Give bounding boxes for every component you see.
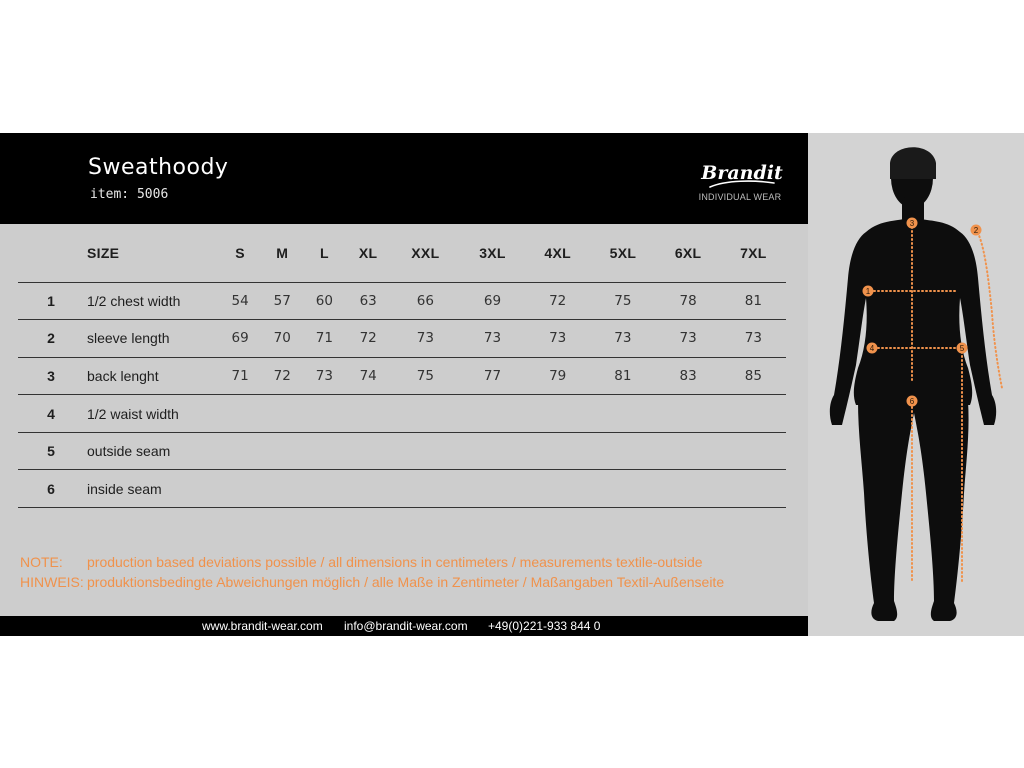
note-text: produktionsbedingte Abweichungen möglich / alle Maße in Zentimeter / Maßangaben Textil-Außenseite xyxy=(87,574,725,590)
table-header-row xyxy=(18,224,786,282)
size-header: 7XL xyxy=(740,244,767,261)
measurement-value: 54 xyxy=(231,292,249,309)
header-bar xyxy=(0,133,808,224)
measurement-label: inside seam xyxy=(87,480,162,497)
measurement-value xyxy=(303,470,345,508)
measurement-value xyxy=(391,470,460,508)
row-number: 1 xyxy=(47,292,55,309)
measurement-value xyxy=(721,432,786,470)
measurement-value: 73 xyxy=(315,367,333,384)
svg-text:6: 6 xyxy=(909,397,915,406)
measurement-value xyxy=(219,395,261,433)
measurement-value xyxy=(590,432,655,470)
row-number: 6 xyxy=(47,480,55,497)
note-english xyxy=(20,552,724,572)
measurement-value: 75 xyxy=(614,292,632,309)
measurement-value xyxy=(219,432,261,470)
svg-text:3: 3 xyxy=(909,219,915,228)
measurement-label: back lenght xyxy=(87,367,159,384)
measurement-value: 77 xyxy=(483,367,502,384)
measurement-value: 60 xyxy=(315,292,333,309)
size-header: S xyxy=(235,244,245,261)
measurement-value: 73 xyxy=(679,330,697,347)
row-number: 4 xyxy=(47,405,55,422)
measurement-label: 1/2 waist width xyxy=(87,405,179,422)
measurement-value: 73 xyxy=(483,330,502,347)
note-key: NOTE: xyxy=(20,554,63,570)
size-header: XXL xyxy=(411,244,440,261)
measurement-value xyxy=(303,432,345,470)
size-table xyxy=(18,224,786,508)
measurement-value: 70 xyxy=(273,330,291,347)
measurement-label: sleeve length xyxy=(87,330,170,347)
note-german xyxy=(20,572,724,592)
notes-block xyxy=(20,552,724,592)
measurement-value xyxy=(721,470,786,508)
row-number: 3 xyxy=(47,367,55,384)
svg-text:2: 2 xyxy=(973,226,979,235)
note-key: HINWEIS: xyxy=(20,574,84,590)
marker-3 xyxy=(907,218,918,229)
measurement-value xyxy=(261,432,303,470)
measurement-value xyxy=(345,470,390,508)
note-text: production based deviations possible / all dimensions in centimeters / measurements textile-outside xyxy=(87,554,703,570)
marker-6 xyxy=(907,396,918,407)
measurement-value: 73 xyxy=(416,330,434,347)
measurement-value: 73 xyxy=(744,330,762,347)
measurement-value xyxy=(656,432,721,470)
measurement-value: 73 xyxy=(614,330,632,347)
measurement-value: 66 xyxy=(416,292,434,309)
size-header: XL xyxy=(358,244,378,261)
measurement-value xyxy=(590,395,655,433)
measurement-value: 72 xyxy=(549,292,567,309)
measurement-value xyxy=(460,470,525,508)
measurement-value xyxy=(261,470,303,508)
table-row xyxy=(18,357,786,395)
measurement-value xyxy=(303,395,345,433)
measurement-value: 57 xyxy=(273,292,291,309)
measurement-figure-panel xyxy=(808,133,1024,636)
website-link[interactable]: www.brandit-wear.com xyxy=(202,619,323,633)
measurement-label: 1/2 chest width xyxy=(87,292,181,309)
measurement-value xyxy=(345,432,390,470)
marker-5 xyxy=(957,343,968,354)
size-column-header: SIZE xyxy=(87,244,120,261)
marker-2 xyxy=(971,225,982,236)
measurement-value: 75 xyxy=(416,367,434,384)
brand-wordmark: Brandit xyxy=(701,162,783,184)
body-measurement-figure xyxy=(808,133,1024,636)
row-number: 2 xyxy=(47,330,55,347)
marker-1 xyxy=(863,286,874,297)
measurement-value: 78 xyxy=(679,292,697,309)
row-number: 5 xyxy=(47,443,55,460)
measurement-value: 71 xyxy=(315,330,333,347)
footer-bar xyxy=(0,616,808,636)
product-title: Sweathoody xyxy=(88,155,229,180)
measurement-value: 69 xyxy=(483,292,502,309)
size-header: 5XL xyxy=(609,244,637,261)
size-header: M xyxy=(276,244,289,261)
item-number: item: 5006 xyxy=(90,187,169,202)
measurement-value xyxy=(391,395,460,433)
measurement-value xyxy=(345,395,390,433)
measurement-value: 69 xyxy=(231,330,249,347)
brandit-logo xyxy=(701,159,783,193)
table-body xyxy=(18,282,786,508)
measurement-value xyxy=(525,395,590,433)
measurement-value: 74 xyxy=(359,367,377,384)
measurement-value xyxy=(656,395,721,433)
svg-text:4: 4 xyxy=(869,344,875,353)
svg-text:5: 5 xyxy=(959,344,965,353)
table-row xyxy=(18,282,786,320)
size-header: L xyxy=(319,244,329,261)
measurement-value: 79 xyxy=(549,367,567,384)
measurement-value xyxy=(525,432,590,470)
header-empty-cell xyxy=(18,224,84,282)
measurement-value xyxy=(656,470,721,508)
measurement-value: 85 xyxy=(744,367,762,384)
measurement-value xyxy=(219,470,261,508)
measurement-value xyxy=(721,395,786,433)
size-table-panel xyxy=(0,224,808,616)
measurement-value: 81 xyxy=(614,367,632,384)
measurement-value: 72 xyxy=(359,330,377,347)
measurement-value: 72 xyxy=(273,367,291,384)
measurement-value xyxy=(391,432,460,470)
table-row xyxy=(18,395,786,433)
measurement-value: 63 xyxy=(359,292,377,309)
size-header: 6XL xyxy=(674,244,702,261)
measurement-label: outside seam xyxy=(87,443,171,460)
marker-4 xyxy=(867,343,878,354)
measurement-value: 73 xyxy=(549,330,567,347)
table-row xyxy=(18,320,786,358)
brand-tagline: INDIVIDUAL WEAR xyxy=(698,192,782,202)
measurement-value xyxy=(261,395,303,433)
measurement-value xyxy=(590,470,655,508)
measurement-value xyxy=(460,395,525,433)
table-row xyxy=(18,470,786,508)
measurement-value xyxy=(525,470,590,508)
size-chart-card xyxy=(0,133,1024,636)
phone-number: +49(0)221-933 844 0 xyxy=(488,619,601,633)
measurement-value: 83 xyxy=(679,367,697,384)
measurement-value: 71 xyxy=(231,367,249,384)
measurement-value xyxy=(460,432,525,470)
size-header: 3XL xyxy=(479,244,506,261)
table-row xyxy=(18,432,786,470)
svg-text:1: 1 xyxy=(865,287,871,296)
size-header: 4XL xyxy=(544,244,571,261)
measurement-value: 81 xyxy=(744,292,762,309)
email-link[interactable]: info@brandit-wear.com xyxy=(344,619,468,633)
